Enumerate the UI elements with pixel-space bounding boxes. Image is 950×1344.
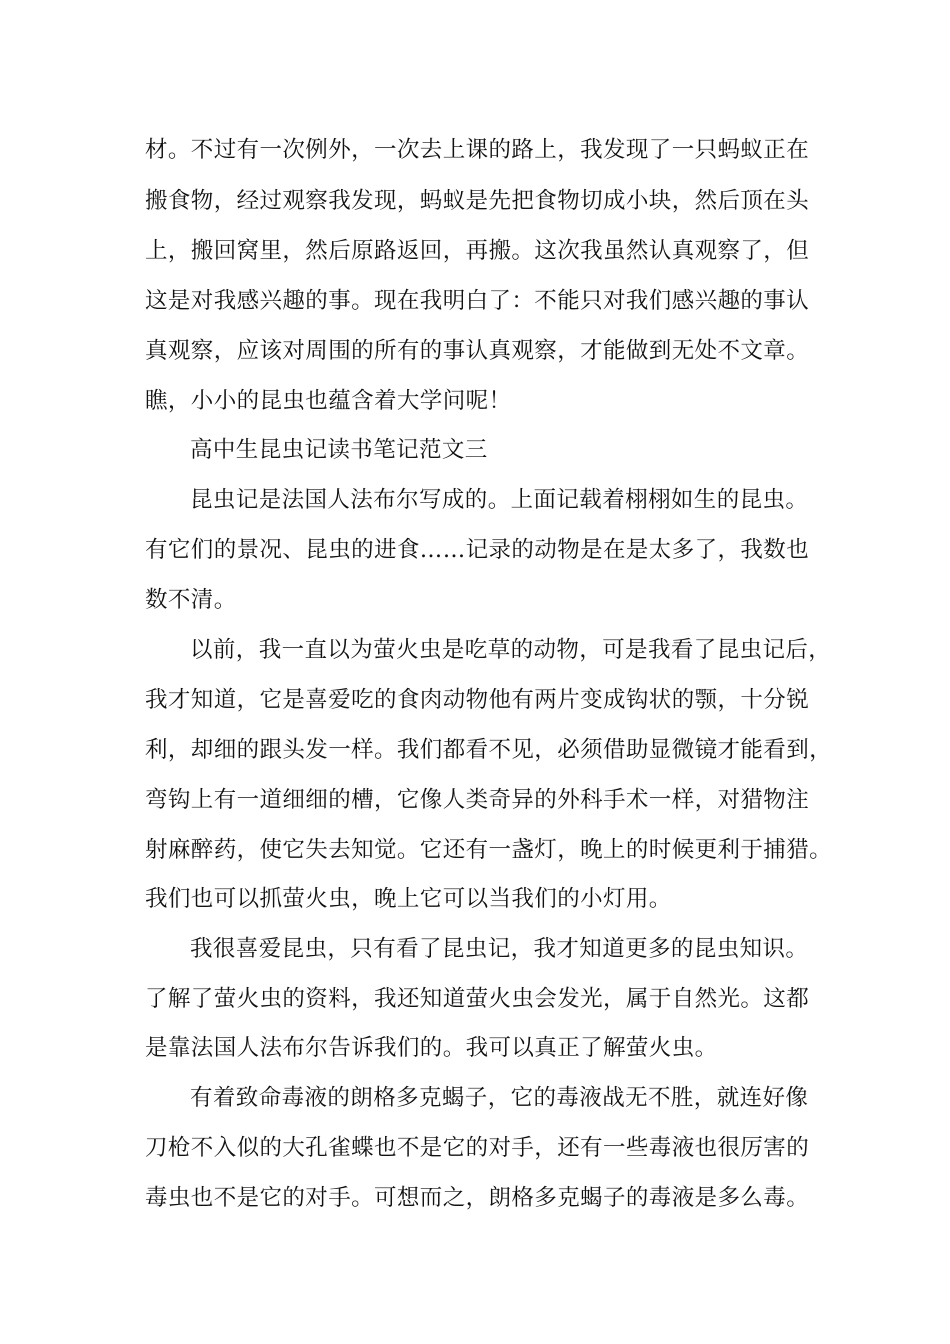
text-line: 刀枪不入似的大孔雀蝶也不是它的对手，还有一些毒液也很厉害的 bbox=[145, 1135, 810, 1161]
text-line: 以前，我一直以为萤火虫是吃草的动物，可是我看了昆虫记后， bbox=[190, 637, 832, 663]
text-line: 我才知道，它是喜爱吃的食肉动物他有两片变成钩状的颚，十分锐 bbox=[145, 687, 810, 713]
text-line: 我们也可以抓萤火虫，晚上它可以当我们的小灯用。 bbox=[145, 886, 672, 912]
text-line: 射麻醉药，使它失去知觉。它还有一盏灯，晚上的时候更利于捕猎。 bbox=[145, 837, 833, 863]
text-line: 材。不过有一次例外，一次去上课的路上，我发现了一只蚂蚁正在 bbox=[145, 137, 810, 163]
text-line: 真观察，应该对周围的所有的事认真观察，才能做到无处不文章。 bbox=[145, 338, 810, 364]
text-line: 搬食物，经过观察我发现，蚂蚁是先把食物切成小块，然后顶在头 bbox=[145, 188, 810, 214]
text-line: 这是对我感兴趣的事。现在我明白了：不能只对我们感兴趣的事认 bbox=[145, 288, 810, 314]
text-line: 上，搬回窝里，然后原路返回，再搬。这次我虽然认真观察了，但 bbox=[145, 238, 810, 264]
text-line: 毒虫也不是它的对手。可想而之，朗格多克蝎子的毒液是多么毒。 bbox=[145, 1185, 810, 1211]
section-heading: 高中生昆虫记读书笔记范文三 bbox=[190, 437, 488, 463]
text-line: 瞧，小小的昆虫也蕴含着大学问呢！ bbox=[145, 388, 512, 414]
text-line: 了解了萤火虫的资料，我还知道萤火虫会发光，属于自然光。这都 bbox=[145, 986, 810, 1012]
text-line: 数不清。 bbox=[145, 587, 237, 613]
text-line: 有着致命毒液的朗格多克蝎子，它的毒液战无不胜，就连好像 bbox=[190, 1085, 809, 1111]
text-line: 弯钩上有一道细细的槽，它像人类奇异的外科手术一样，对猎物注 bbox=[145, 787, 810, 813]
text-line: 利，却细的跟头发一样。我们都看不见，必须借助显微镜才能看到， bbox=[145, 737, 833, 763]
text-line: 是靠法国人法布尔告诉我们的。我可以真正了解萤火虫。 bbox=[145, 1035, 718, 1061]
text-line: 昆虫记是法国人法布尔写成的。上面记载着栩栩如生的昆虫。 bbox=[190, 487, 809, 513]
text-line: 有它们的景况、昆虫的进食……记录的动物是在是太多了，我数也 bbox=[145, 537, 810, 563]
text-line: 我很喜爱昆虫，只有看了昆虫记，我才知道更多的昆虫知识。 bbox=[190, 936, 809, 962]
